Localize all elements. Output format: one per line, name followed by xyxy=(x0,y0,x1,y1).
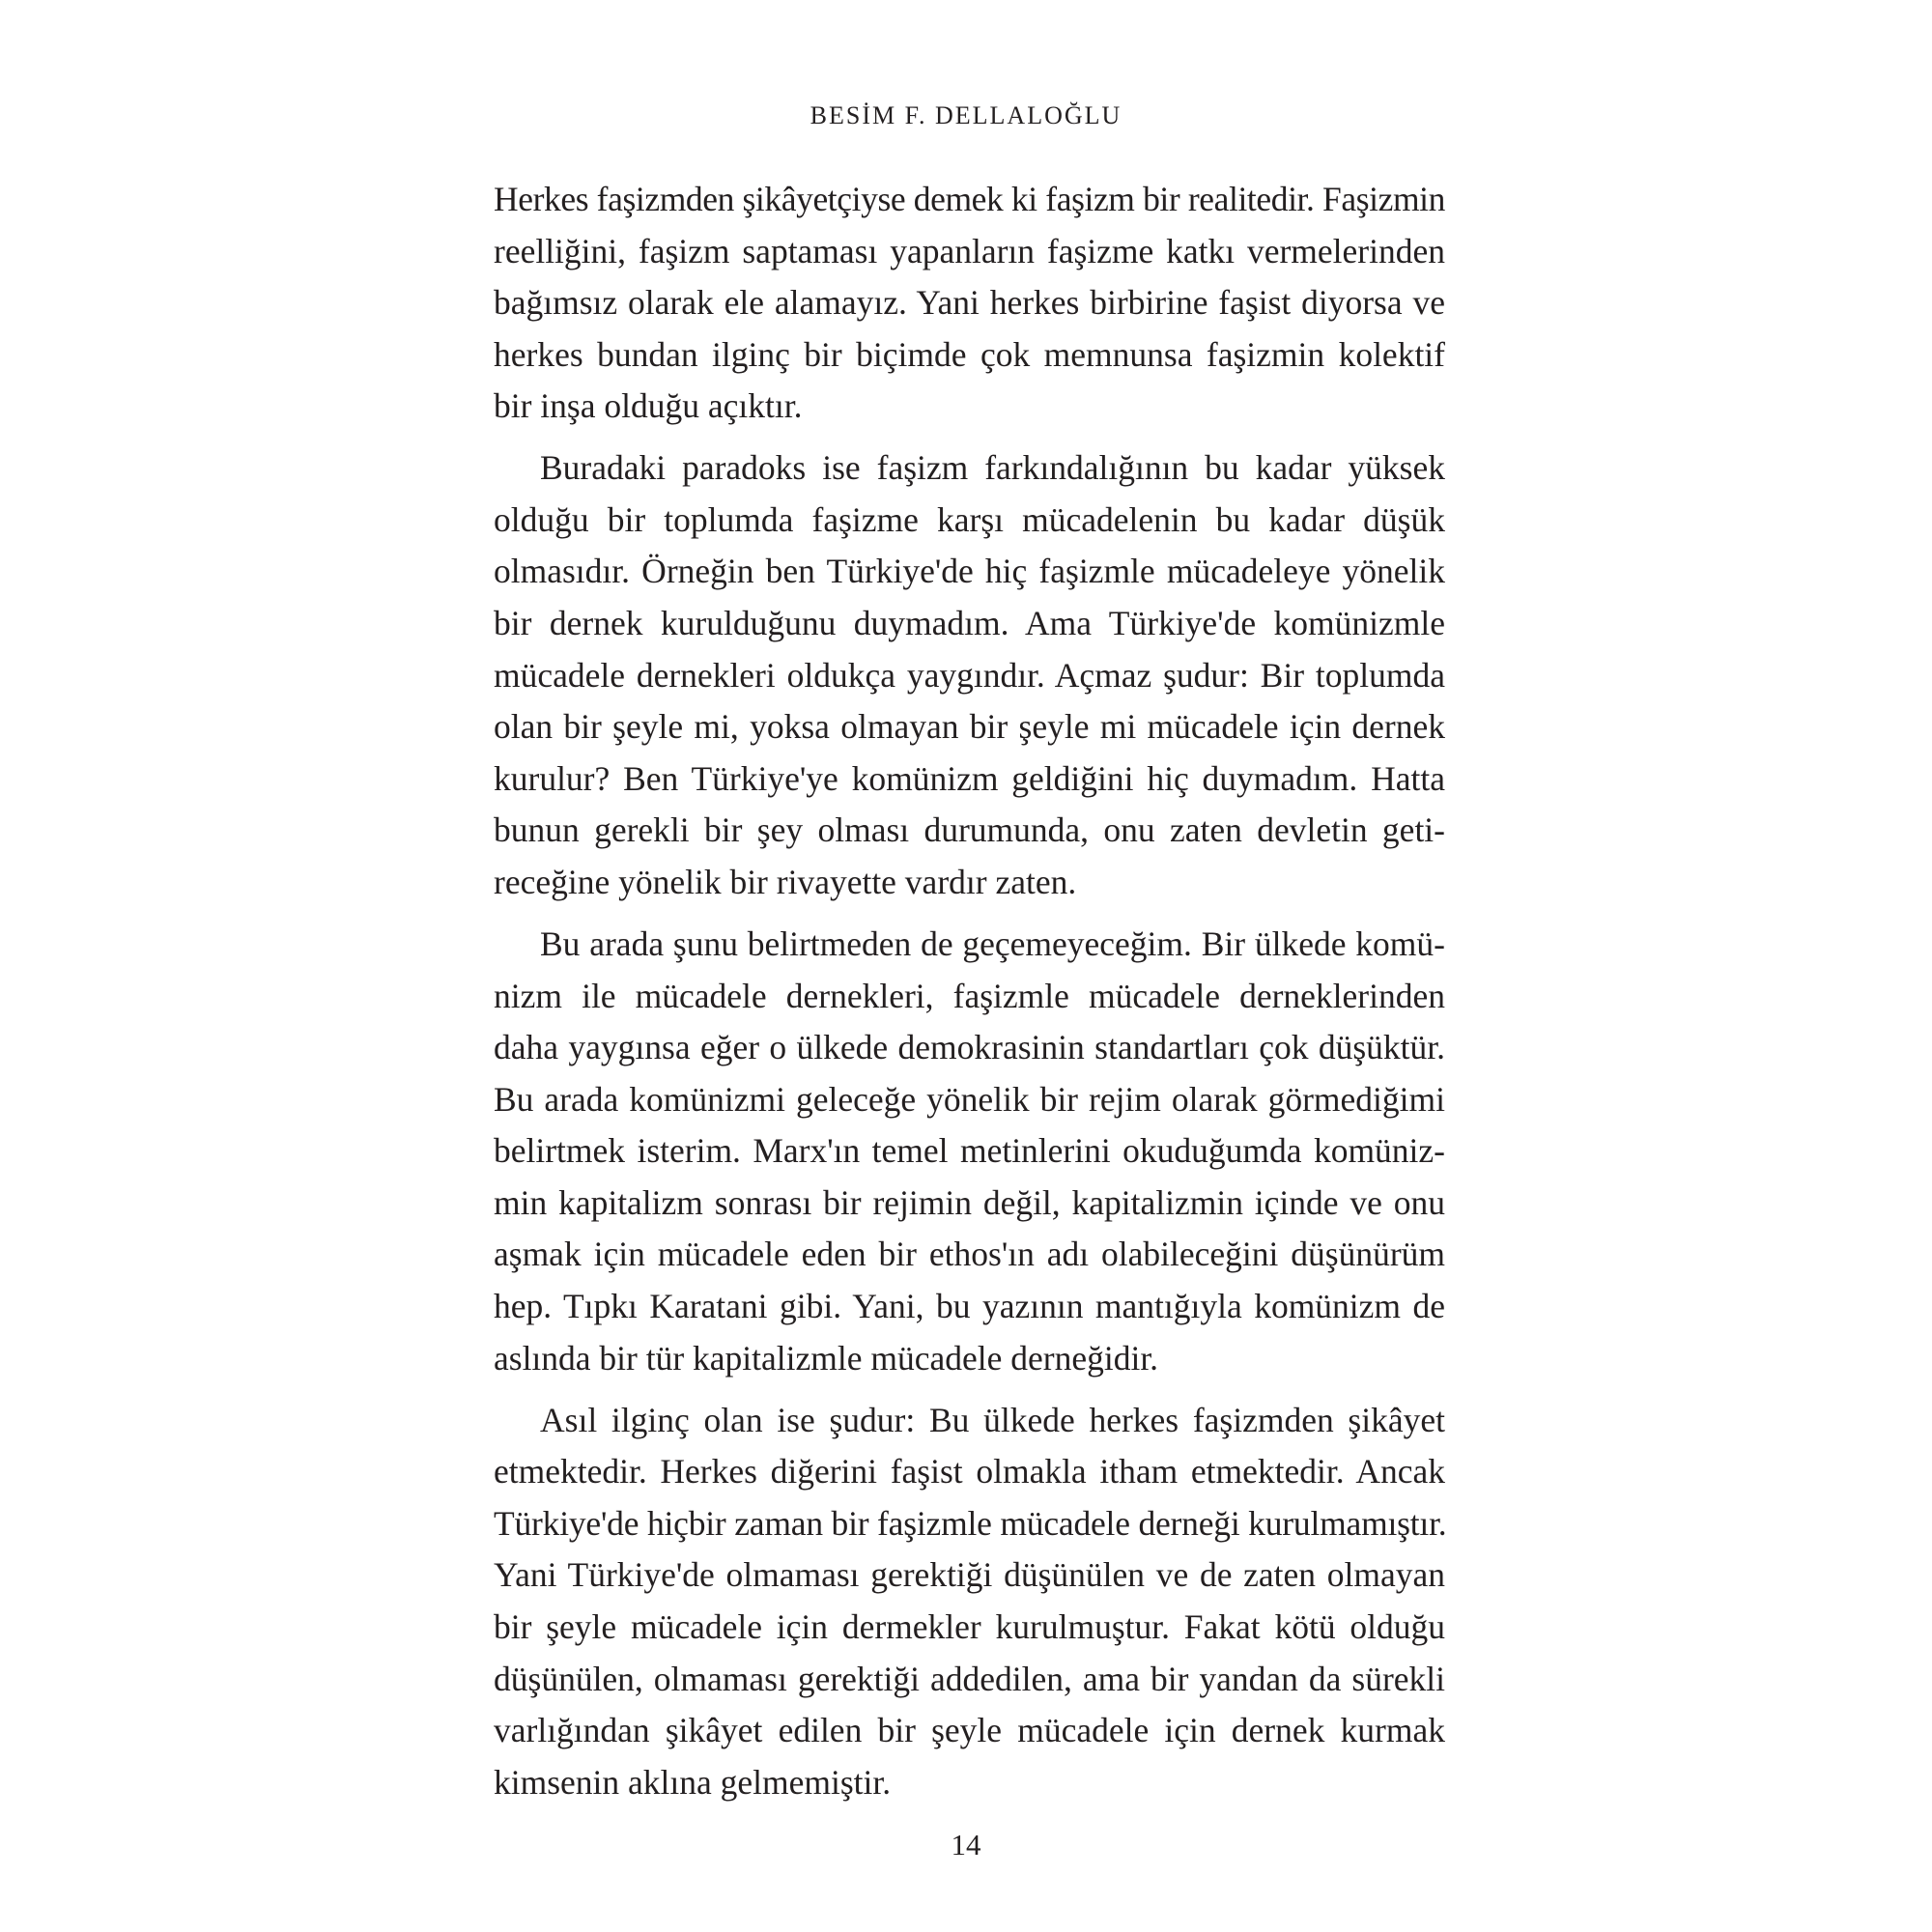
text-line: reelliğini, faşizm saptaması yapanların faşizme katkı vermelerinden xyxy=(494,231,1445,270)
text-line: bir dernek kurulduğunu duymadım. Ama Türkiye'de komünizmle xyxy=(494,604,1445,643)
text-line: Bu arada şunu belirtmeden de geçemeyeceğim. Bir ülkede komü- xyxy=(540,923,1445,963)
text-line: düşünülen, olmaması gerektiği addedilen, ama bir yandan da sürekli xyxy=(494,1659,1445,1698)
text-line: etmektedir. Herkes diğerini faşist olmakla itham etmektedir. Ancak xyxy=(494,1452,1445,1492)
running-head-author: BESİM F. DELLALOĞLU xyxy=(810,101,1122,129)
text-line: hep. Tıpkı Karatani gibi. Yani, bu yazının mantığıyla komünizm de xyxy=(494,1287,1445,1326)
text-line: olduğu bir toplumda faşizme karşı mücadelenin bu kadar düşük xyxy=(494,499,1445,539)
text-line: Yani Türkiye'de olmaması gerektiği düşünülen ve de zaten olmayan xyxy=(494,1555,1445,1595)
text-line: bir inşa olduğu açıktır. xyxy=(494,386,803,426)
text-line: bağımsız olarak ele alamayız. Yani herkes birbirine faşist diyorsa ve xyxy=(494,283,1445,323)
text-line: nizm ile mücadele dernekleri, faşizmle mücadele derneklerinden xyxy=(494,976,1445,1015)
text-line: olmasıdır. Örneğin ben Türkiye'de hiç faşizmle mücadeleye yönelik xyxy=(494,552,1445,591)
text-line: Asıl ilginç olan ise şudur: Bu ülkede herkes faşizmden şikâyet xyxy=(540,1400,1445,1439)
text-line: min kapitalizm sonrası bir rejimin değil, kapitalizmin içinde ve onu xyxy=(494,1182,1445,1222)
text-line: varlığından şikâyet edilen bir şeyle mücadele için dernek kurmak xyxy=(494,1711,1445,1750)
text-line: aslında bir tür kapitalizmle mücadele derneğidir. xyxy=(494,1338,1159,1378)
text-line: bunun gerekli bir şey olması durumunda, onu zaten devletin geti- xyxy=(494,810,1445,850)
text-line: kimsenin aklına gelmemiştir. xyxy=(494,1762,892,1802)
text-line: kurulur? Ben Türkiye'ye komünizm geldiğini hiç duymadım. Hatta xyxy=(494,758,1445,798)
paragraph-4 xyxy=(494,1395,1445,1809)
text-line: mücadele dernekleri oldukça yaygındır. Açmaz şudur: Bir toplumda xyxy=(494,655,1445,695)
text-line: olan bir şeyle mi, yoksa olmayan bir şeyle mi mücadele için dernek xyxy=(494,707,1445,747)
text-line: Herkes faşizmden şikâyetçiyse demek ki faşizm bir realitedir. Faşizmin xyxy=(494,180,1445,218)
text-line: aşmak için mücadele eden bir ethos'ın adı olabileceğini düşünürüm xyxy=(494,1235,1445,1274)
text-line: belirtmek isterim. Marx'ın temel metinlerini okuduğumda komüniz- xyxy=(494,1131,1445,1171)
text-line: receğine yönelik bir rivayette vardır zaten. xyxy=(494,863,1077,902)
text-line: Bu arada komünizmi geleceğe yönelik bir rejim olarak görmediğimi xyxy=(494,1079,1445,1119)
text-line: Türkiye'de hiçbir zaman bir faşizmle mücadele derneği kurulmamıştır. xyxy=(494,1503,1447,1543)
text-line: herkes bundan ilginç bir biçimde çok memnunsa faşizmin kolektif xyxy=(494,334,1445,374)
text-line: Buradaki paradoks ise faşizm farkındalığının bu kadar yüksek xyxy=(540,448,1445,488)
paragraph-2 xyxy=(494,442,1445,908)
text-line: daha yaygınsa eğer o ülkede demokrasinin standartları çok düşüktür. xyxy=(494,1028,1445,1067)
paragraph-3 xyxy=(494,919,1445,1384)
page-number: 14 xyxy=(951,1828,981,1861)
text-line: bir şeyle mücadele için dermekler kurulmuştur. Fakat kötü olduğu xyxy=(494,1606,1445,1646)
paragraph-1 xyxy=(494,174,1445,433)
body-text xyxy=(494,174,1445,1808)
